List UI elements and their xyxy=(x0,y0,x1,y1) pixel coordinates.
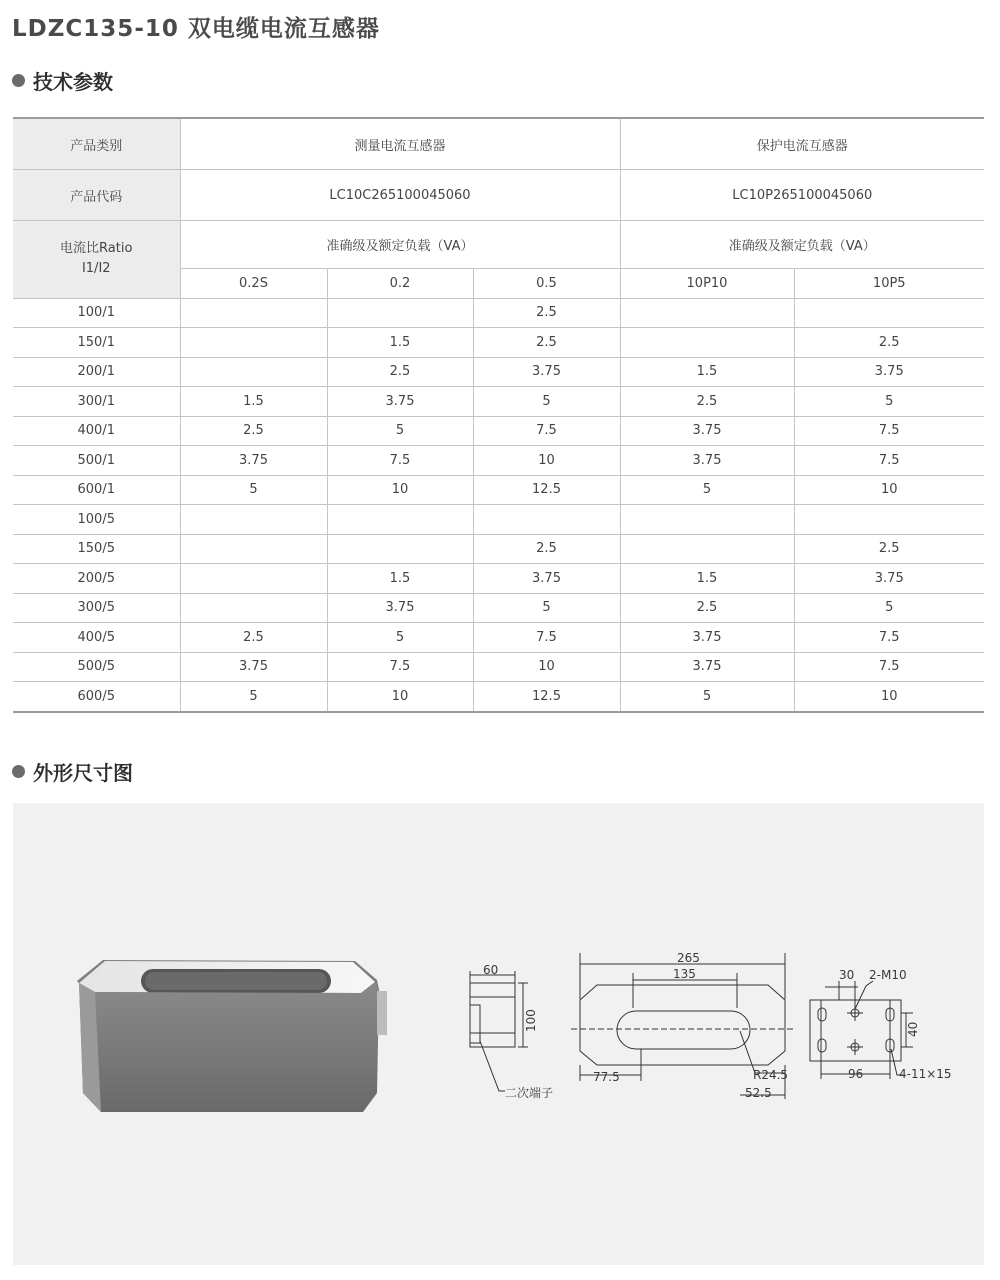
value-cell: 5 xyxy=(327,623,473,653)
value-cell: 2.5 xyxy=(473,298,620,328)
value-cell: 3.75 xyxy=(620,623,794,653)
value-cell: 1.5 xyxy=(180,387,327,417)
accuracy-measure: 准确级及额定负载（VA） xyxy=(180,221,620,269)
class-cell: 0.2S xyxy=(180,269,327,299)
base-view-drawing xyxy=(810,981,913,1079)
category-protect: 保护电流互感器 xyxy=(620,118,984,170)
code-protect: LC10P265100045060 xyxy=(620,170,984,221)
value-cell: 10 xyxy=(794,682,984,712)
value-cell: 1.5 xyxy=(327,564,473,594)
value-cell: 5 xyxy=(327,416,473,446)
section-heading-outline xyxy=(12,757,133,786)
value-cell xyxy=(327,534,473,564)
value-cell: 5 xyxy=(473,387,620,417)
product-terminal-block xyxy=(377,991,387,1035)
product-window-inner xyxy=(145,972,327,990)
value-cell: 3.75 xyxy=(794,357,984,387)
ratio-cell: 200/5 xyxy=(13,564,180,594)
ratio-label xyxy=(13,221,180,299)
dim-radius: R24.5 xyxy=(753,1068,789,1082)
code-label: 产品代码 xyxy=(13,170,180,221)
section-heading-outline-label: 外形尺寸图 xyxy=(33,761,133,785)
value-cell: 5 xyxy=(620,682,794,712)
ratio-cell: 600/5 xyxy=(13,682,180,712)
table-row-accuracy xyxy=(13,221,984,269)
value-cell: 7.5 xyxy=(794,446,984,476)
value-cell: 5 xyxy=(473,593,620,623)
value-cell xyxy=(794,298,984,328)
class-cell: 10P10 xyxy=(620,269,794,299)
value-cell: 3.75 xyxy=(180,652,327,682)
value-cell: 5 xyxy=(180,682,327,712)
table-row xyxy=(13,505,984,535)
table-row-code xyxy=(13,170,984,221)
dim-holes: 4-11×15 xyxy=(899,1067,952,1081)
ratio-cell: 500/1 xyxy=(13,446,180,476)
table-row xyxy=(13,593,984,623)
value-cell: 7.5 xyxy=(473,623,620,653)
category-measure: 测量电流互感器 xyxy=(180,118,620,170)
section-heading-tech-label: 技术参数 xyxy=(33,70,113,94)
value-cell: 10 xyxy=(327,475,473,505)
dim-height-40: 40 xyxy=(906,1021,920,1037)
value-cell: 5 xyxy=(794,387,984,417)
value-cell: 3.75 xyxy=(794,564,984,594)
value-cell: 10 xyxy=(473,652,620,682)
value-cell: 3.75 xyxy=(327,387,473,417)
value-cell: 10 xyxy=(327,682,473,712)
value-cell: 2.5 xyxy=(473,328,620,358)
value-cell: 7.5 xyxy=(327,446,473,476)
bullet-icon xyxy=(12,74,25,87)
ratio-cell: 150/1 xyxy=(13,328,180,358)
value-cell: 5 xyxy=(180,475,327,505)
ratio-cell: 100/5 xyxy=(13,505,180,535)
value-cell xyxy=(180,328,327,358)
value-cell xyxy=(180,564,327,594)
value-cell: 3.75 xyxy=(473,357,620,387)
table-row-category xyxy=(13,118,984,170)
table-row xyxy=(13,416,984,446)
dim-base-offset: 30 xyxy=(839,968,855,982)
product-front-face xyxy=(79,982,379,1112)
value-cell xyxy=(180,357,327,387)
dim-side-height: 100 xyxy=(524,1009,538,1032)
ratio-cell: 400/5 xyxy=(13,623,180,653)
table-row xyxy=(13,328,984,358)
value-cell: 2.5 xyxy=(794,534,984,564)
table-row xyxy=(13,475,984,505)
value-cell: 2.5 xyxy=(794,328,984,358)
ratio-cell: 200/1 xyxy=(13,357,180,387)
value-cell xyxy=(180,298,327,328)
dim-half-width: 52.5 xyxy=(745,1086,772,1100)
ratio-label-line-2: I1/I2 xyxy=(81,261,111,277)
label-terminal: 二次端子 xyxy=(505,1086,554,1100)
value-cell: 2.5 xyxy=(620,387,794,417)
value-cell xyxy=(620,534,794,564)
ratio-cell: 300/1 xyxy=(13,387,180,417)
ratio-cell: 500/5 xyxy=(13,652,180,682)
value-cell xyxy=(327,298,473,328)
document-title: LDZC135-10 双电缆电流互感器 xyxy=(12,16,380,42)
value-cell: 3.75 xyxy=(620,652,794,682)
code-measure: LC10C265100045060 xyxy=(180,170,620,221)
table-row xyxy=(13,298,984,328)
side-view-drawing xyxy=(470,971,528,1091)
value-cell xyxy=(473,505,620,535)
value-cell: 1.5 xyxy=(620,357,794,387)
value-cell xyxy=(620,328,794,358)
value-cell: 2.5 xyxy=(620,593,794,623)
value-cell: 3.75 xyxy=(620,446,794,476)
table-row xyxy=(13,652,984,682)
class-cell: 0.5 xyxy=(473,269,620,299)
ratio-cell: 600/1 xyxy=(13,475,180,505)
table-row xyxy=(13,446,984,476)
table-row xyxy=(13,387,984,417)
spec-table xyxy=(13,117,984,713)
value-cell: 1.5 xyxy=(327,328,473,358)
table-row xyxy=(13,564,984,594)
value-cell xyxy=(180,505,327,535)
outline-drawing xyxy=(13,803,984,1265)
value-cell: 7.5 xyxy=(794,623,984,653)
value-cell: 1.5 xyxy=(620,564,794,594)
ratio-cell: 400/1 xyxy=(13,416,180,446)
ratio-label-line-1: 电流比Ratio xyxy=(60,241,133,257)
class-cell: 0.2 xyxy=(327,269,473,299)
value-cell xyxy=(620,505,794,535)
dim-offset: 77.5 xyxy=(593,1070,620,1084)
table-row xyxy=(13,357,984,387)
value-cell: 5 xyxy=(794,593,984,623)
value-cell: 3.75 xyxy=(180,446,327,476)
value-cell: 7.5 xyxy=(327,652,473,682)
value-cell: 10 xyxy=(794,475,984,505)
accuracy-protect: 准确级及额定负载（VA） xyxy=(620,221,984,269)
value-cell: 10 xyxy=(473,446,620,476)
category-label: 产品类别 xyxy=(13,118,180,170)
value-cell: 12.5 xyxy=(473,475,620,505)
value-cell: 3.75 xyxy=(620,416,794,446)
value-cell xyxy=(794,505,984,535)
value-cell xyxy=(327,505,473,535)
table-row xyxy=(13,682,984,712)
transformer-product-image xyxy=(77,960,387,1112)
value-cell: 3.75 xyxy=(327,593,473,623)
dim-window-length: 135 xyxy=(673,967,696,981)
value-cell: 2.5 xyxy=(327,357,473,387)
value-cell: 2.5 xyxy=(180,623,327,653)
value-cell: 5 xyxy=(620,475,794,505)
bullet-icon xyxy=(12,765,25,778)
value-cell: 2.5 xyxy=(180,416,327,446)
table-row xyxy=(13,534,984,564)
value-cell: 7.5 xyxy=(794,416,984,446)
value-cell xyxy=(180,534,327,564)
ratio-cell: 100/1 xyxy=(13,298,180,328)
value-cell xyxy=(620,298,794,328)
class-cell: 10P5 xyxy=(794,269,984,299)
table-row xyxy=(13,623,984,653)
section-heading-tech xyxy=(12,66,113,95)
value-cell: 3.75 xyxy=(473,564,620,594)
ratio-cell: 300/5 xyxy=(13,593,180,623)
value-cell: 12.5 xyxy=(473,682,620,712)
dim-side-width: 60 xyxy=(483,963,499,977)
value-cell xyxy=(180,593,327,623)
dim-base-width: 96 xyxy=(848,1067,864,1081)
value-cell: 7.5 xyxy=(794,652,984,682)
ratio-cell: 150/5 xyxy=(13,534,180,564)
dim-thread: 2-M10 xyxy=(869,968,907,982)
value-cell: 7.5 xyxy=(473,416,620,446)
outline-figure-panel xyxy=(13,803,984,1265)
value-cell: 2.5 xyxy=(473,534,620,564)
dim-overall-length: 265 xyxy=(677,951,700,965)
